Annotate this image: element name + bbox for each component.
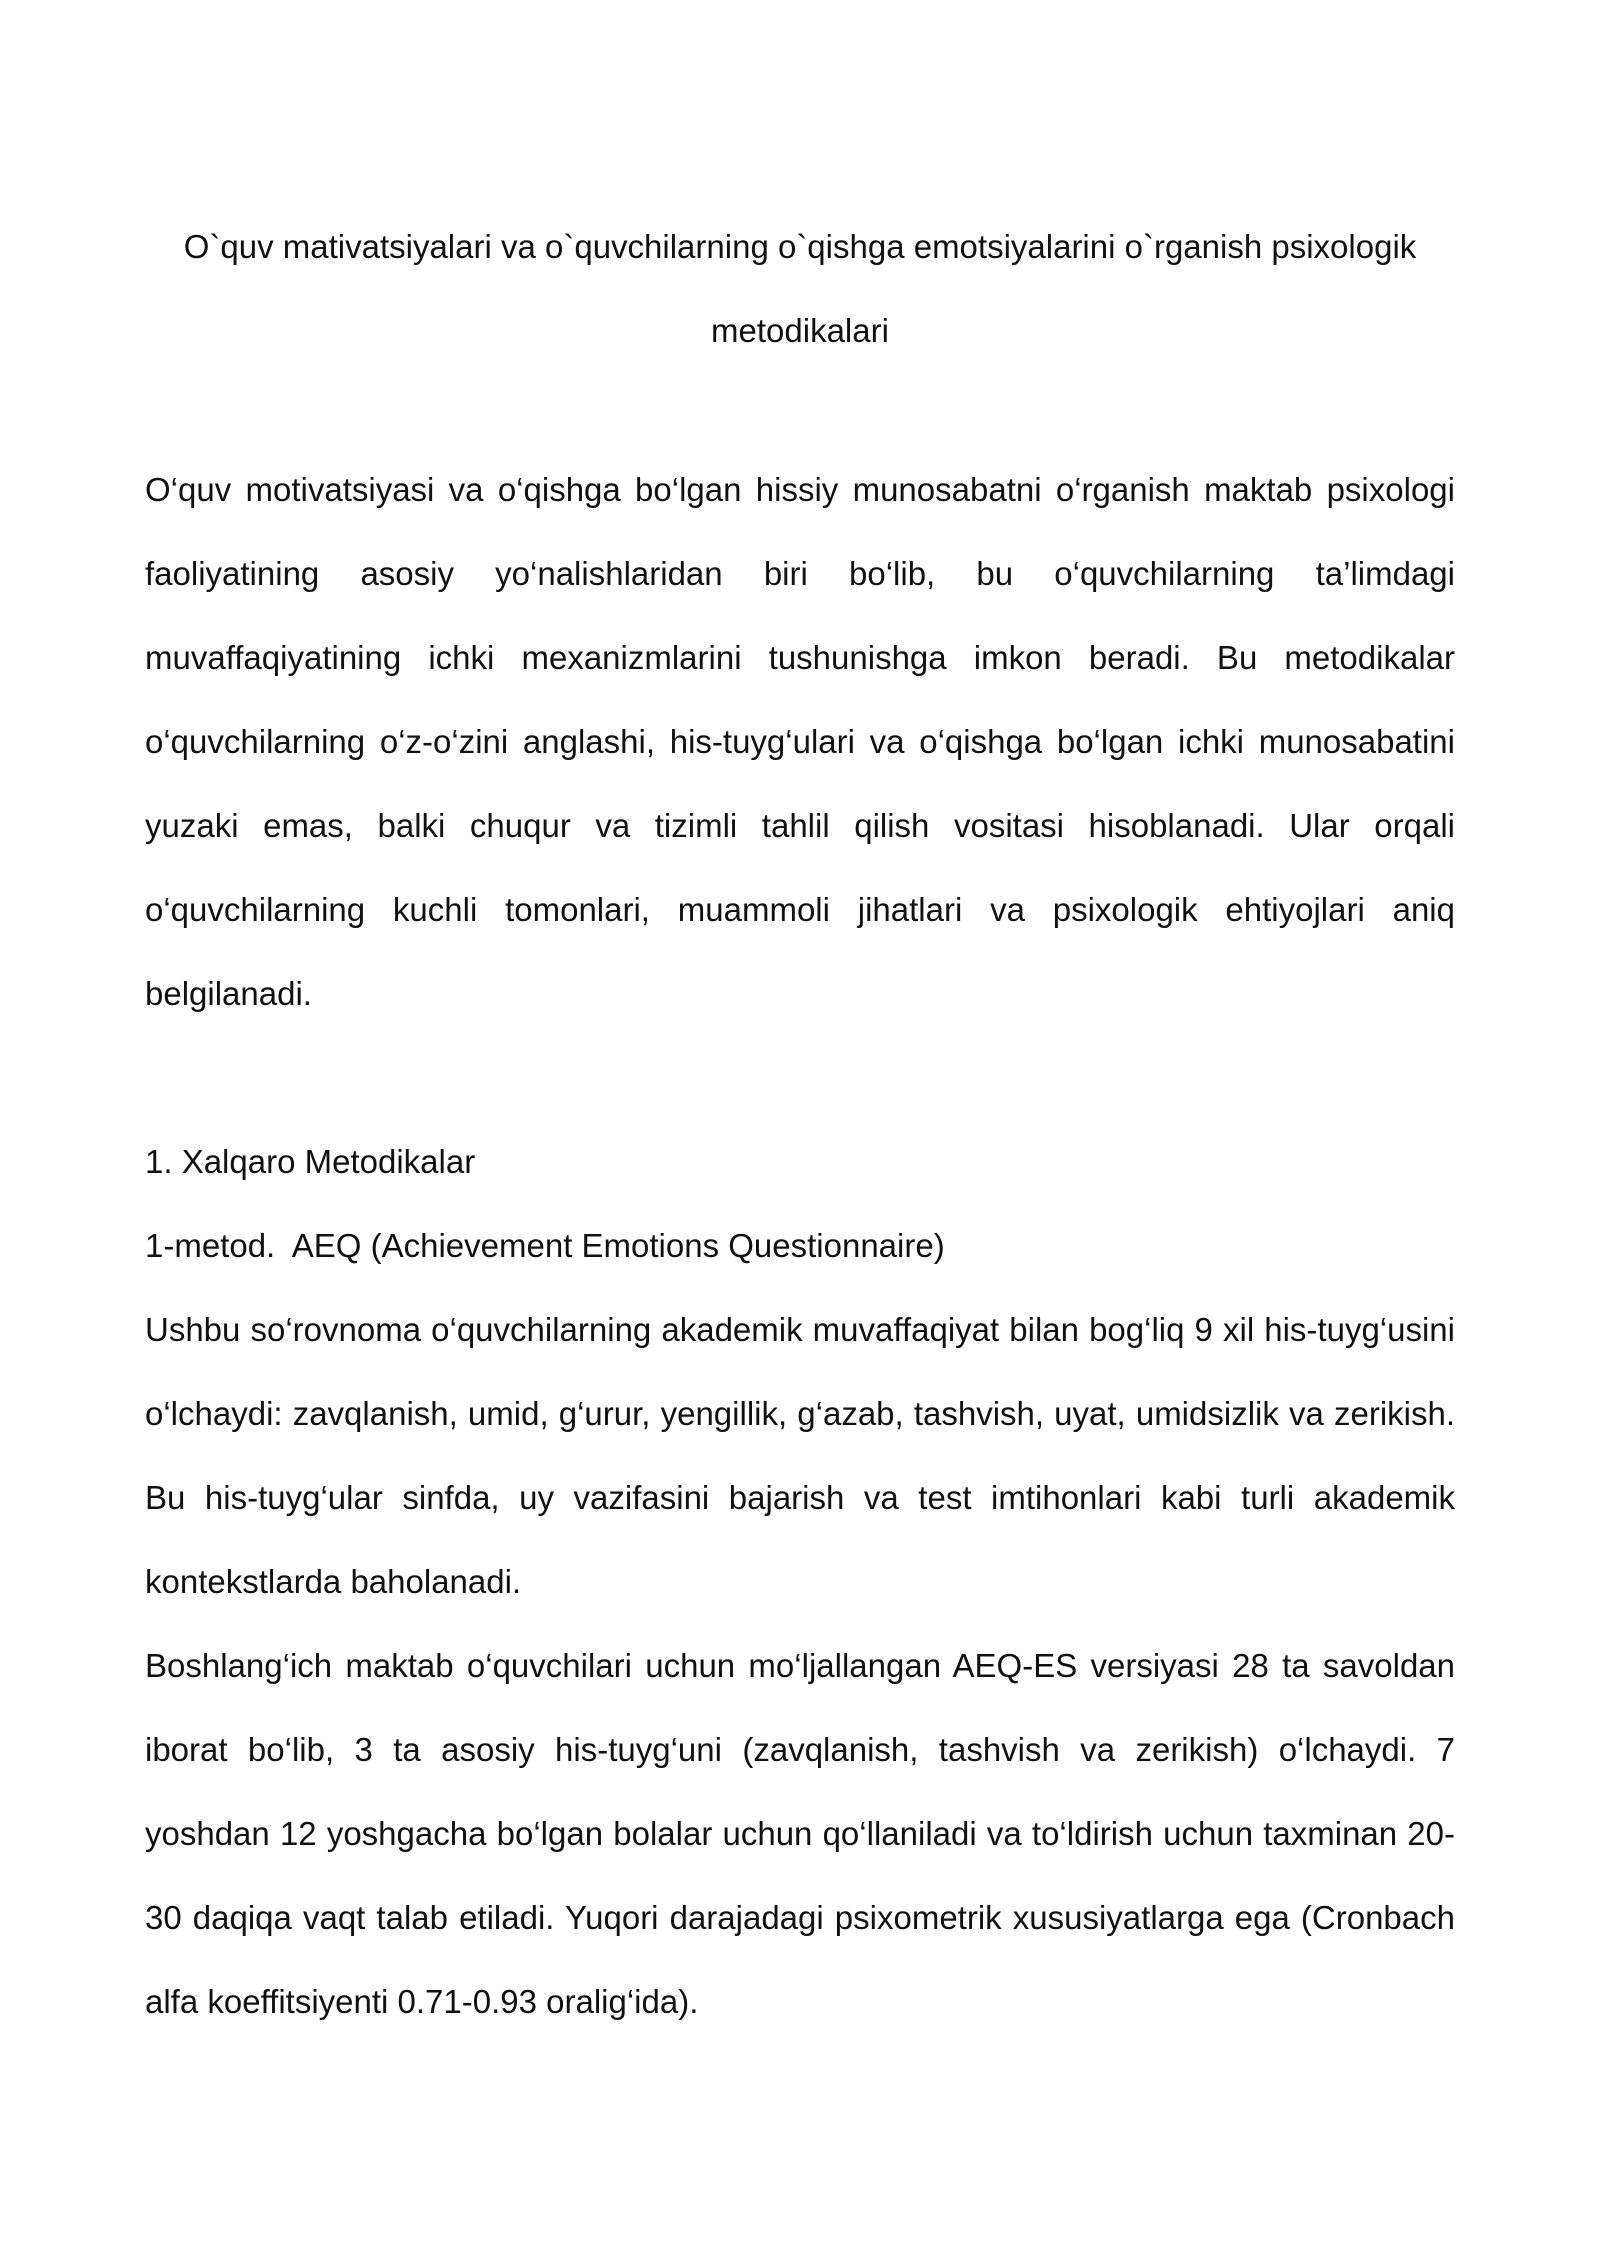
aeq-es-version-paragraph: Boshlang‘ich maktab o‘quvchilari uchun mo‘ljallangan AEQ-ES versiyasi 28 ta savoldan iborat bo‘lib, 3 ta asosiy his-tuyg‘uni (zavqlanish, tashvish va zerikish) o‘lchaydi. 7 yoshdan 12 yoshgacha bo‘lgan bolalar uchun qo‘llaniladi va to‘ldirish uchun taxminan 20-30 daqiqa vaqt talab etiladi. Yuqori darajadagi psixometrik xususiyatlarga ega (Cronbach alfa koeffitsiyenti 0.71-0.93 oralig‘ida). bbox=[145, 1647, 1455, 2020]
section-heading: 1. Xalqaro Metodikalar bbox=[145, 1143, 476, 1180]
method-heading: 1-metod. AEQ (Achievement Emotions Questionnaire) bbox=[145, 1227, 945, 1264]
aeq-description-paragraph: Ushbu so‘rovnoma o‘quvchilarning akademik muvaffaqiyat bilan bog‘liq 9 xil his-tuyg‘usini o‘lchaydi: zavqlanish, umid, g‘urur, yengillik, g‘azab, tashvish, uyat, umidsizlik va zerikish. Bu his-tuyg‘ular sinfda, uy vazifasini bajarish va test imtihonlari kabi turli akademik kontekstlarda baholanadi. bbox=[145, 1311, 1455, 1600]
intro-paragraph: O‘quv motivatsiyasi va o‘qishga bo‘lgan hissiy munosabatni o‘rganish maktab psixologi faoliyatining asosiy yo‘nalishlaridan biri bo‘lib, bu o‘quvchilarning ta’limdagi muvaffaqiyatining ichki mexanizmlarini tushunishga imkon beradi. Bu metodikalar o‘quvchilarning o‘z-o‘zini anglashi, his-tuyg‘ulari va o‘qishga bo‘lgan ichki munosabatini yuzaki emas, balki chuqur va tizimli tahlil qilish vositasi hisoblanadi. Ular orqali o‘quvchilarning kuchli tomonlari, muammoli jihatlari va psixologik ehtiyojlari aniq belgilanadi. bbox=[145, 471, 1455, 1012]
document-title: O`quv mativatsiyalari va o`quvchilarning o`qishga emotsiyalarini o`rganish psixologik metodikalari bbox=[183, 228, 1417, 349]
